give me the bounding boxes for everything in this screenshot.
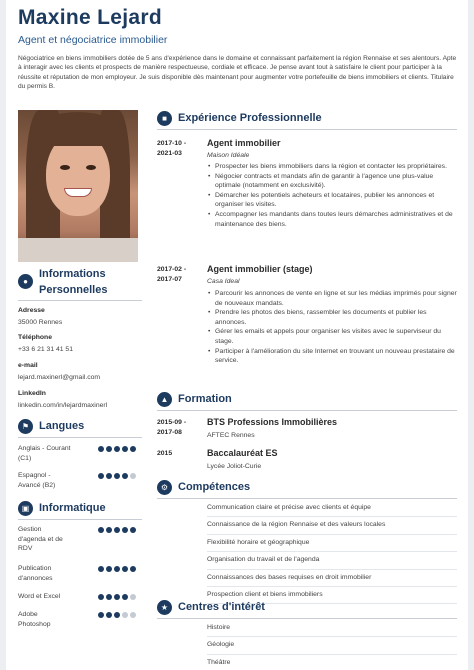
- star-icon: ★: [157, 600, 172, 615]
- job-duties: • Parcourir les annonces de vente en ligne et sur les médias imprimés pour signer de nouveaux mandats. • Prendre les photos des biens, rassembler les documents et publier les annonces. • Gérer les emails et appels pour organiser les visites avec le superviseur du stage. • Participer à l'amélioration du site Internet en trouvant un nouveau prestataire de service.: [207, 289, 457, 366]
- linkedin-value[interactable]: linkedin.com/in/lejardmaxinerl: [18, 402, 108, 409]
- profile-summary: Négociatrice en biens immobiliers dotée de 5 ans d'expérience dans le domaine et connaissant parfaitement la région Rennaise et ses alentours. Apte à interagir avec les clients et prospects de manière respectueuse, cordiale et efficace. Je pense avant tout à satisfaire le client pour participer à la réussite et réputation de mon employeur. Je suis disponible dès maintenant pour augmenter votre portefeuille de biens immobiliers et clients. Titulaire du permis B.: [18, 55, 457, 91]
- education-dates: 2015: [157, 450, 173, 457]
- graduation-cap-icon: ▲: [157, 392, 172, 407]
- job-title: Agent immobilier (stage): [207, 264, 313, 274]
- job-company: Casa Ideal: [207, 278, 240, 285]
- list-item: Connaissances des bases requises en droit immobilier: [207, 570, 457, 587]
- degree-title: Baccalauréat ES: [207, 448, 278, 458]
- it-skill-level-dots: [98, 612, 136, 618]
- job-dates: 2017-10 - 2021-03: [157, 140, 187, 157]
- it-skill-item: Adobe Photoshop: [18, 611, 51, 628]
- personal-info-title-line1: Informations: [39, 268, 106, 280]
- computer-icon: ▣: [18, 501, 33, 516]
- job-title: Agent immobilier: [207, 138, 281, 148]
- interests-title: Centres d'intérêt: [178, 601, 265, 613]
- it-skill-item: Publication d'annonces: [18, 565, 53, 582]
- email-label: e-mail: [18, 362, 38, 369]
- profile-photo: [18, 110, 138, 262]
- skills-title: Compétences: [178, 481, 251, 493]
- personal-info-title-line2: Personnelles: [39, 284, 108, 296]
- candidate-job-title: Agent et négociatrice immobilier: [18, 34, 168, 46]
- gear-icon: ⚙: [157, 480, 172, 495]
- address-label: Adresse: [18, 307, 45, 314]
- list-item: Organisation du travail et de l'agenda: [207, 552, 457, 569]
- school-name: Lycée Joliot-Curie: [207, 463, 262, 470]
- languages-title: Langues: [39, 420, 85, 432]
- person-icon: ●: [18, 274, 33, 289]
- it-skill-level-dots: [98, 527, 136, 533]
- divider: [18, 437, 142, 438]
- list-item: Connaissance de la région Rennaise et des valeurs locales: [207, 517, 457, 534]
- it-skill-item: Gestion d'agenda et de RDV: [18, 526, 63, 552]
- divider: [18, 300, 142, 301]
- experience-title: Expérience Professionnelle: [178, 112, 322, 124]
- linkedin-label: LinkedIn: [18, 390, 46, 397]
- divider: [157, 618, 457, 619]
- language-item: Espagnol - Avancé (B2): [18, 472, 56, 489]
- divider: [157, 410, 457, 411]
- list-item: Communication claire et précise avec clients et équipe: [207, 500, 457, 517]
- job-company: Maison Idéale: [207, 152, 250, 159]
- candidate-name: Maxine Lejard: [18, 6, 162, 29]
- it-skill-item: Word et Excel: [18, 593, 61, 600]
- job-dates: 2017-02 - 2017-07: [157, 266, 187, 283]
- language-level-dots: [98, 446, 136, 452]
- briefcase-icon: ■: [157, 111, 172, 126]
- divider: [157, 129, 457, 130]
- interests-list: [207, 620, 457, 670]
- divider: [18, 519, 142, 520]
- education-title: Formation: [178, 393, 232, 405]
- address-value: 35000 Rennes: [18, 319, 63, 326]
- degree-title: BTS Professions Immobilières: [207, 417, 338, 427]
- phone-value: +33 6 21 31 41 51: [18, 346, 73, 353]
- email-value[interactable]: lejard.maxinerl@gmail.com: [18, 374, 101, 381]
- list-item: Théâtre: [207, 658, 231, 666]
- cv-page: [6, 0, 468, 670]
- it-skill-level-dots: [98, 594, 136, 600]
- list-item: Géologie: [207, 637, 457, 654]
- language-level-dots: [98, 473, 136, 479]
- list-item: Prospection client et biens immobiliers: [207, 587, 457, 604]
- education-dates: 2015-09 - 2017-08: [157, 419, 187, 436]
- it-skills-title: Informatique: [39, 502, 106, 514]
- language-item: Anglais - Courant (C1): [18, 445, 71, 462]
- it-skill-level-dots: [98, 566, 136, 572]
- skills-list: [207, 500, 457, 604]
- list-item: Flexibilité horaire et géographique: [207, 535, 457, 552]
- divider: [157, 498, 457, 499]
- school-name: AFTEC Rennes: [207, 432, 255, 439]
- list-item: Histoire: [207, 620, 457, 637]
- job-duties: • Prospecter les biens immobiliers dans la région et contacter les propriétaires. • Négocier contracts et mandats afin de garantir à l'agence une plus-value optimale (notamment en exclusivité). • Démarcher les potentiels acheteurs et locataires, publier les annonces et organiser les visites. • Accompagner les mandants dans toutes leurs démarches administratives et de maintenance des biens.: [207, 162, 457, 229]
- flag-icon: ⚑: [18, 419, 33, 434]
- phone-label: Téléphone: [18, 334, 52, 341]
